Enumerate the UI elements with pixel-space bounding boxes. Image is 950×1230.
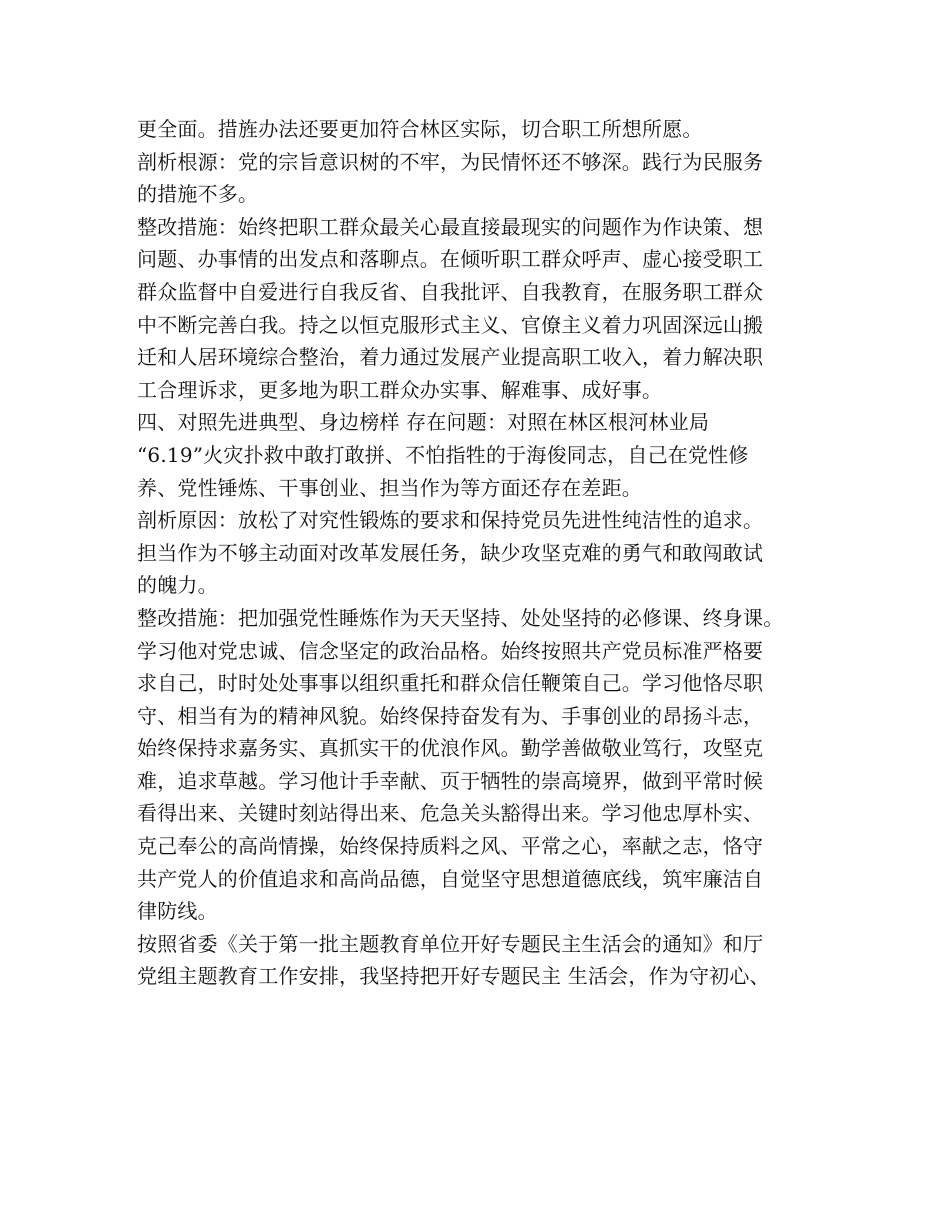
text-line: 群众监督中自爱进行自我反省、自我批评、自我教育，在服务职工群众 (137, 279, 764, 304)
text-line: 党组主题教育工作安排，我坚持把开好专题民主 生活会，作为守初心、 (137, 964, 770, 989)
text-line: 克己奉公的高尚情操，始终保持质料之风、平常之心，率献之志，恪守 (137, 834, 764, 859)
text-line: 工合理诉求，更多地为职工群众办实事、解难事、成好事。 (137, 377, 663, 402)
text-line: 律防线。 (137, 899, 218, 924)
text-line: 迁和人居环境综合整治，着力通过发展产业提高职工收入，着力解决职 (137, 345, 764, 370)
text-line: 学习他对党忠诚、信念坚定的政治品格。始终按照共产党员标准严格要 (137, 638, 764, 663)
text-line: 四、对照先进典型、身边榜样 存在问题：对照在林区根河林业局 (137, 410, 710, 435)
text-line: 看得出来、关键时刻站得出来、危急关头豁得出来。学习他忠厚朴实、 (137, 801, 764, 826)
text-line: 共产党人的价值追求和高尚品德，自觉坚守思想道德底线，筑牢廉洁自 (137, 866, 764, 891)
text-line: 更全面。措旌办法还要更加符合林区实际，切合职工所想所愿。 (137, 117, 703, 141)
text-line: 整改措施：把加强党性睡炼作为天天坚持、处处坚持的必修课、终身课。 (137, 605, 784, 630)
text-line: 问题、办事情的出发点和落聊点。在倾听职工群众呼声、虚心接受职工 (137, 247, 764, 272)
text-line: 的魄力。 (137, 573, 218, 598)
text-line: “6.19”火灾扑救中敢打敢拼、不怕指牲的于海俊同志，自己在党性修 (137, 442, 749, 467)
text-line: 的措施不多。 (137, 182, 259, 207)
text-line: 担当作为不够主动面对改革发展任务，缺少攻坚克难的勇气和敢闯敢试 (137, 540, 764, 565)
text-line: 剖析原因：放松了对究性锻炼的要求和保持党员先进性纯洁性的追求。 (137, 508, 764, 533)
text-line: 守、相当有为的精神风貌。始终保持奋发有为、手事创业的昂扬斗志， (137, 703, 764, 728)
text-line: 按照省委《关于第一批主题教育单位开好专题民主生活会的通知》和厅 (137, 931, 764, 956)
text-line: 养、党性锤炼、干事创业、担当作为等方面还存在差距。 (137, 475, 642, 500)
text-line: 始终保持求嘉务实、真抓实干的优浪作风。勤学善做敬业笃行，攻堅克 (137, 736, 764, 761)
text-line: 剖析根源：党的宗旨意识树的不牢，为民情怀还不够深。践行为民服务 (137, 149, 764, 174)
document-body (137, 113, 827, 993)
text-line: 难，追求草越。学习他计手幸献、页于牺牲的崇高境界，做到平常时候 (137, 768, 764, 793)
text-line: 中不断完善白我。持之以恒克服形式主义、官僚主义着力巩固深远山搬 (137, 312, 764, 337)
text-line: 整改措施：始终把职工群众最关心最直接最现实的问题作为作诀策、想 (137, 214, 764, 239)
text-line: 求自己，时时处处事事以组织重托和群众信任鞭策自己。学习他恪尽职 (137, 671, 764, 696)
